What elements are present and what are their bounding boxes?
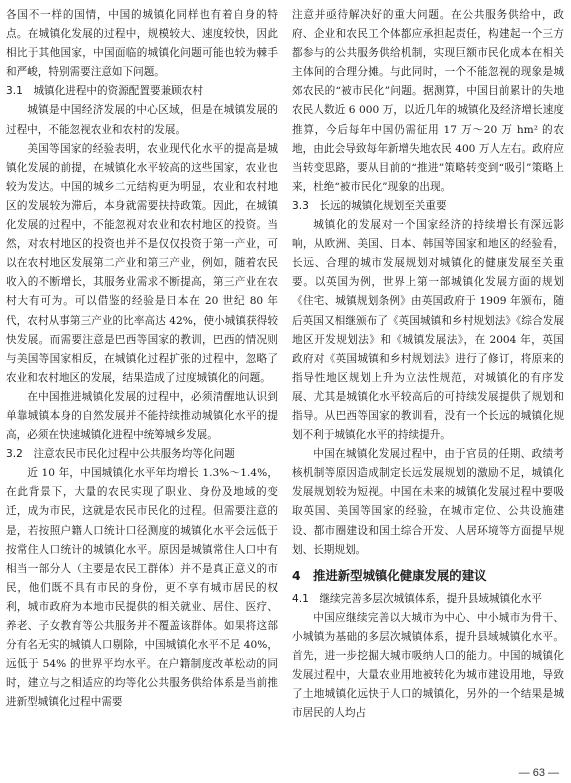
- paragraph-3-3-a: 城镇化的发展对一个国家经济的持续增长有深远影响，从欧洲、美国、日本、韩国等国家和地区的经验看，长远、合理的城市发展规划对城镇化的健康发展至关重要。以英国为例，世界上第一部城镇化发展方面的规划《住宅、城镇规划条例》由英国政府于 1909 年颁布，随后英国又相继颁布了《英国城镇和乡村规划法》《综合发展地区开发规划法》和《城镇发展法》，在 2004 年，英国政府对《英国城镇和乡村规划法》进行了修订，将原来的指导性地区规划上升为立法性规范，对城镇化的有序发展、尤其是城镇化水平较高后的可持续发展提供了规划和指导。从巴西等国家的教训看，没有一个长远的城镇化规划不利于城镇化水平的持续提升。: [292, 219, 564, 442]
- paragraph-3-3-b: 中国在城镇化发展过程中，由于官员的任期、政绩考核机制等原因造成制定长远发展规划的激励不足，城镇化发展规划较为短视。中国在未来的城镇化发展过程中要吸取英国、美国等国家的经验，在城市定位、公共设施建设、都市圈建设和国土综合开发、人居环境等方面提早规划、长期规划。: [292, 448, 564, 556]
- right-column: [292, 6, 564, 723]
- paragraph-3-1-b: 美国等国家的经验表明，农业现代化水平的提高是城镇化发展的前提，在城镇化水平较高的这些国家，农业也较为发达。中国的城乡二元结构更为明显，农业和农村地区的发展较为滞后，本身就需要扶持政策。因此，在城镇化发展的过程中，不能忽视对农业和农村地区的投资。当然，对农村地区的投资也并不是仅仅投资于第一产业，可以在农村地区发展第二产业和第三产业，例如，随着农民收入的不断增长，其服务业需求不断提高，第三产业在农村大有可为。可以借鉴的经验是日本在 20 世纪 80 年代，农村从事第三产业的比率高达 42%，使小城镇获得较快发展。而需要注意是巴西等国家的教训，巴西的情况则与美国等国家相反，在城镇化过程扩张的过程中，忽略了农业和农村地区的发展，结果造成了过度城镇化的问题。: [6, 142, 278, 384]
- paragraph-intro: 各国不一样的国情，中国的城镇化同样也有着自身的特点。在城镇化发展的过程中，规模较大、速度较快，因此相比于其他国家，中国面临的城镇化问题可能也较为棘手和严峻，特别需要注意如下问题。: [6, 9, 278, 79]
- section-heading-3-1: 3.1 城镇化进程中的资源配置要兼顾农村: [6, 85, 203, 98]
- chapter-heading-4: 4 推进新型城镇化健康发展的建议: [292, 567, 487, 583]
- page-number: — 63 —: [518, 767, 559, 779]
- section-heading-3-2: 3.2 注意农民市民化过程中公共服务均等化问题: [6, 448, 235, 461]
- paragraph-3-1-a: 城镇是中国经济发展的中心区域，但是在城镇发展的过程中，不能忽视农业和农村的发展。: [6, 104, 278, 136]
- paragraph-3-2-a: 近 10 年，中国城镇化水平年均增长 1.3%～1.4%，在此背景下，大量的农民实现了职业、身份及地域的变迁，成为市民，这就是农民市民化的过程。但需要注意的是，若按照户籍人口统计口径测度的城镇化水平会远低于按常住人口统计的城镇化水平。原因是城镇常住人口中有相当一部分人（主要是农民工群体）并不是真正意义的市民，他们既不具有市民的身份，更不享有城市居民的权利，城市政府为本地市民提供的相关就业、居住、医疗、养老、子女教育等公共服务并不覆盖该群体。如果将这部分有名无实的城镇人口剔除，中国城镇化水平不足 40%，远低于 54% 的世界平均水平。在户籍制度改革松动的同时，建立与之相适应的均等化公共服务供给体系是当前推进新型城镇化过程中需要: [6, 467, 278, 709]
- paragraph-continued: 注意并亟待解决好的重大问题。在公共服务供给中，政府、企业和农民工个体都应承担起责任，构建起一个三方都参与的公共服务供给机制，实现巨额市民化成本在相关主体间的合理分摊。与此同时，一个不能忽视的现象是城郊农民的“被市民化”问题。据测算，中国目前累计的失地农民人数近 6 000 万，以近几年的城镇化及经济增长速度推算，今后每年中国仍需征用 17 万～20 万 hm² 的农地，由此会导致每年新增失地农民 400 万人左右。政府应当转变思路，要从目前的“推进”策略转变到“吸引”策略上来，杜绝“被市民化”现象的出现。: [292, 9, 564, 193]
- section-heading-3-3: 3.3 长远的城镇化规划至关重要: [292, 199, 447, 212]
- paragraph-3-1-c: 在中国推进城镇化发展的过程中，必须清醒地认识到单靠城镇本身的自然发展并不能持续推动城镇化水平的提高，必须在快速城镇化进程中统筹城乡发展。: [6, 390, 278, 442]
- left-column: [6, 6, 278, 712]
- paragraph-4-1-a: 中国应继续完善以大城市为中心、中小城市为骨干、小城镇为基础的多层次城镇体系，提升县域城镇化水平。首先，进一步挖掘大城市吸纳人口的能力。中国的城镇化发展过程中，大量农业用地被转化为城市建设用地，导致了土地城镇化远快于人口的城镇化，另外的一个结果是城市居民的人均占: [292, 611, 564, 720]
- section-heading-4-1: 4.1 继续完善多层次城镇体系，提升县域城镇化水平: [292, 592, 542, 605]
